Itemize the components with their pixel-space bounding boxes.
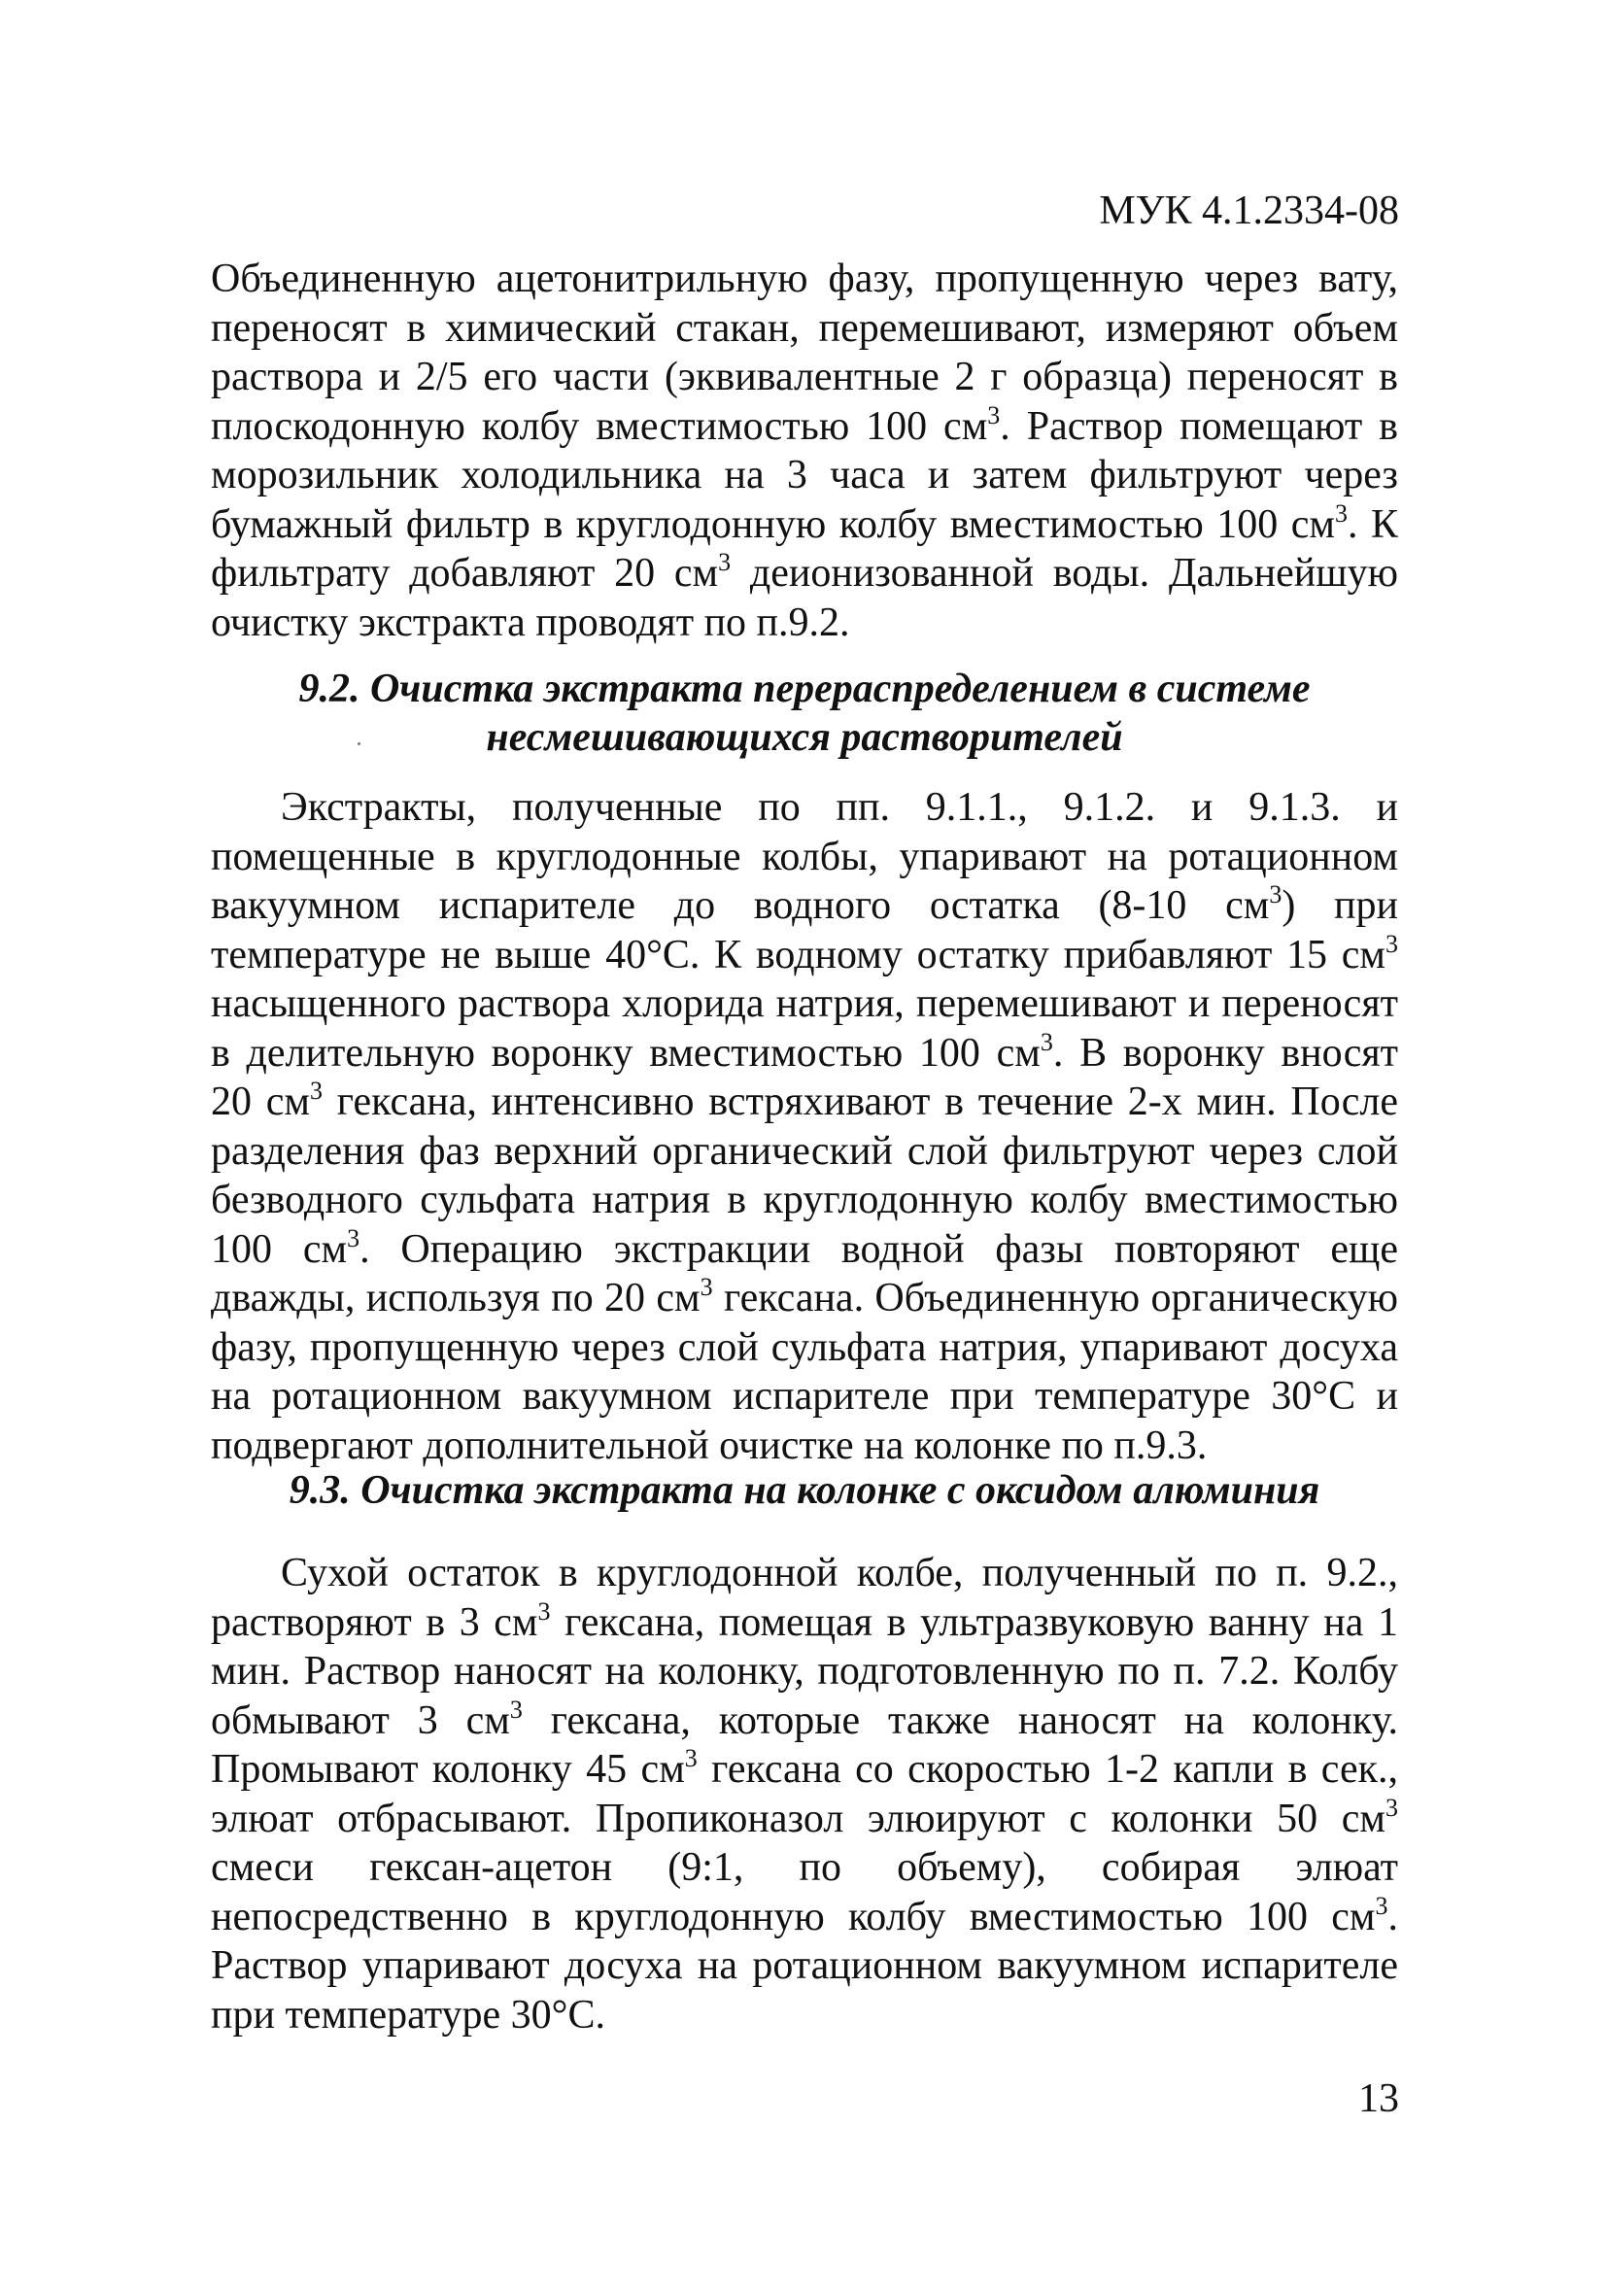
superscript-3: 3: [509, 1695, 523, 1724]
section-9-2-heading: [211, 665, 1398, 762]
superscript-3: 3: [1040, 1027, 1053, 1056]
section-9-3-paragraph: Сухой остаток в круглодонной колбе, полученный по п. 9.2., растворяют в 3 $см^3$ гексана, помещая в ультразвуковую ванну на 1 мин. Раствор наносят на колонку, подготовленную по п. 7.2. Колбу обмывают 3 $см^3$ гексана, которые также наносят на колонку. Промывают колонку 45 $см^3$ гексана со скоростью 1-2 капли в сек., элюат отбрасывают. Пропиконазол элюируют с колонки 50 $см^3$ смеси гексан-ацетон (9:1, по объему), собирая элюат непосредственно в круглодонную колбу вместимостью 100 $см^3$. Раствор упаривают досуха на ротационном вакуумном испарителе при температуре 30°С.: [211, 1551, 1399, 2038]
superscript-3: 3: [987, 400, 1001, 429]
superscript-3: 3: [1269, 880, 1282, 908]
superscript-3: 3: [537, 1596, 551, 1626]
document-code: МУК 4.1.2334-08: [1099, 188, 1399, 233]
superscript-3: 3: [347, 1223, 360, 1252]
scan-speck: [358, 742, 360, 745]
paragraph-extract-transfer: Объединенную ацетонитрильную фазу, пропущенную через вату, переносят в химический стакан, перемешивают, измеряют объем раствора и 2/5 его части (эквивалентные 2 г образца) переносят в плоскодонную колбу вместимостью 100 $см^3$. Раствор помещают в морозильник холодильника на 3 часа и затем фильтруют через бумажный фильтр в круглодонную колбу вместимостью 100 $см^3$. К фильтрату добавляют 20 $см^3$ деионизованной воды. Дальнейшую очистку экстракта проводят по п.9.2.: [211, 257, 1399, 645]
section-9-2-number: 9.2.: [298, 667, 360, 711]
superscript-3: 3: [718, 548, 732, 576]
section-9-3-number: 9.3.: [289, 1468, 351, 1513]
section-9-3-title: Очистка экстракта на колонке с оксидом алюминия: [360, 1468, 1320, 1513]
superscript-3: 3: [1385, 1793, 1398, 1822]
superscript-3: 3: [1334, 498, 1348, 528]
superscript-3: 3: [1385, 929, 1398, 958]
superscript-3: 3: [684, 1744, 698, 1772]
superscript-3: 3: [310, 1077, 324, 1105]
section-9-2-paragraph: Экстракты, полученные по пп. 9.1.1., 9.1.2. и 9.1.3. и помещенные в круглодонные колбы, упаривают на ротационном вакуумном испарителе до водного остатка (8-10 $см^3$) при температуре не выше 40°С. К водному остатку прибавляют 15 $см^3$ насыщенного раствора хлорида натрия, перемешивают и переносят в делительную воронку вместимостью 100 $см^3$. В воронку вносят 20 $см^3$ гексана, интенсивно встряхивают в течение 2-х мин. После разделения фаз верхний органический слой фильтруют через слой безводного сульфата натрия в круглодонную колбу вместимостью 100 $см^3$. Операцию экстракции водной фазы повторяют еще дважды, используя по 20 $см^3$ гексана. Объединенную органическую фазу, пропущенную через слой сульфата натрия, упаривают досуха на ротационном вакуумном испарителе при температуре 30°С и подвергают дополнительной очистке на колонке по п.9.3.: [211, 785, 1399, 1468]
page-number: 13: [1358, 2076, 1399, 2121]
superscript-3: 3: [700, 1273, 713, 1301]
section-9-3-heading: [211, 1466, 1398, 1515]
superscript-3: 3: [1375, 1891, 1388, 1920]
section-9-2-title: Очистка экстракта перераспределением в системе несмешивающихся растворителей: [369, 667, 1311, 760]
